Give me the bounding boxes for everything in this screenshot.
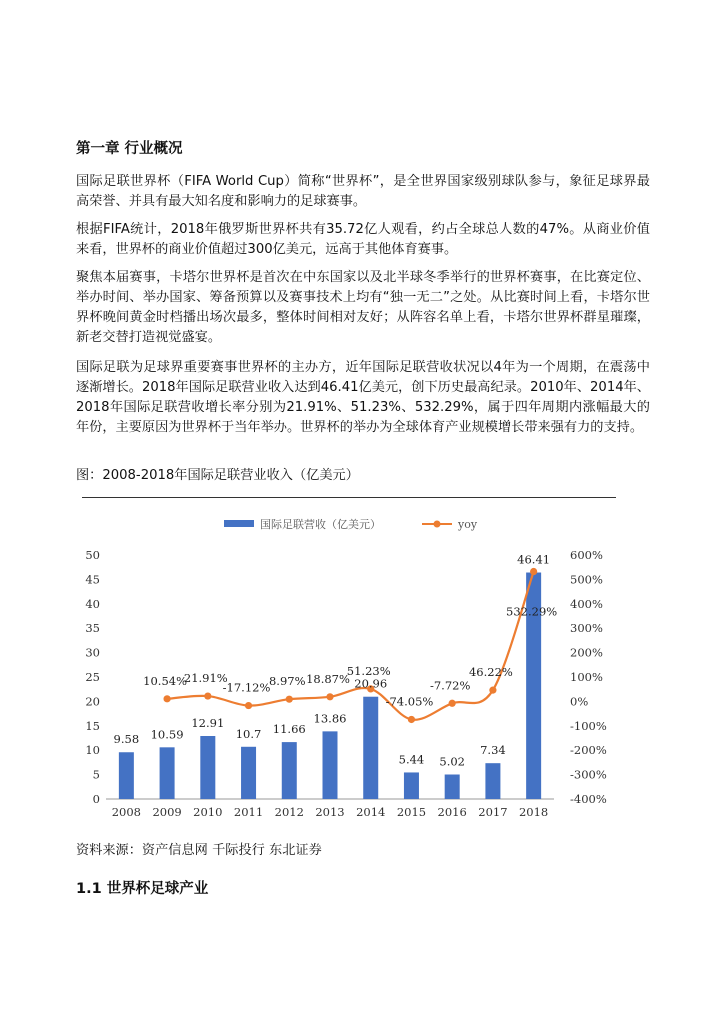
revenue-bar [485,763,500,799]
yoy-value-label: 21.91% [183,671,228,686]
yoy-point [286,696,293,703]
yoy-value-label: 18.87% [306,671,350,686]
right-axis-tick-label: 300% [570,621,603,636]
yoy-line-series [163,568,537,726]
revenue-bar [119,752,134,799]
bar-value-label: 13.86 [313,711,347,726]
yoy-value-label: 532.29% [506,604,558,619]
left-axis-tick-label: 30 [85,645,100,660]
x-axis-tick-label: 2018 [518,805,549,819]
chart-legend [224,517,478,531]
right-axis-tick-label: 400% [570,596,603,611]
yoy-value-label: -17.12% [222,680,271,695]
x-axis-tick-label: 2013 [315,805,345,819]
yoy-point [163,695,170,702]
yoy-point [408,716,415,723]
revenue-bar [363,697,378,799]
left-axis-tick-label: 25 [85,670,100,684]
yoy-line [167,572,534,720]
right-axis-tick-label: 0% [570,694,589,709]
left-axis-tick-label: 10 [85,743,100,758]
paragraph: 聚焦本届赛事，卡塔尔世界杯是首次在中东国家以及北半球冬季举行的世界杯赛事，在比赛定位、举办时间、举办国家、筹备预算以及赛事技术上均有“独一无二”之处。从比赛时间上看，卡塔尔世界杯晚间黄金时档播出场次最多，整体时间相对友好；从阵容名单上看，卡塔尔世界杯群星璀璨，新老交替打造视觉盛宴。 [76,270,650,345]
figure-caption: 图：2008-2018年国际足联营业收入（亿美元） [76,468,359,483]
right-axis-tick-label: 500% [570,572,603,587]
right-axis-tick-label: 200% [570,645,603,660]
left-axis-tick-label: 45 [85,572,100,587]
bar-value-label: 11.66 [272,722,306,737]
x-axis-tick-label: 2016 [437,805,467,819]
right-axis-tick-label: 600% [570,548,603,562]
bar-value-label: 12.91 [191,715,225,730]
left-axis-tick-label: 35 [85,621,100,636]
revenue-bar [323,731,338,799]
right-axis-tick-label: -200% [570,743,607,758]
x-axis-tick-label: 2008 [111,805,142,819]
bar-value-label: 7.34 [480,743,506,758]
bar-value-label: 10.59 [150,727,184,742]
right-axis-tick-label: -100% [570,718,607,733]
revenue-bar [241,747,256,799]
paragraph: 国际足联世界杯（FIFA World Cup）简称“世界杯”，是全世界国家级别球队参与，象征足球界最高荣誉、并具有最大知名度和影响力的足球赛事。 [76,174,650,209]
revenue-chart [80,505,620,825]
yoy-point [326,693,333,700]
left-axis-tick-label: 0 [92,792,100,806]
x-axis-tick-label: 2011 [233,805,264,819]
paragraph: 根据FIFA统计，2018年俄罗斯世界杯共有35.72亿人观看，约占全球总人数的47%。从商业价值来看，世界杯的商业价值超过300亿美元，远高于其他体育赛事。 [76,222,650,257]
left-axis-tick-label: 40 [85,596,100,611]
left-axis-tick-label: 20 [85,694,100,709]
bar-value-label: 9.58 [113,732,140,747]
left-axis-tick-label: 50 [85,548,100,562]
x-axis-tick-label: 2012 [274,805,304,819]
x-axis-tick-label: 2010 [193,805,223,819]
right-axis-tick-label: -300% [570,767,607,782]
bar-value-label: 10.7 [235,726,262,741]
legend-swatch-revenue [224,520,254,527]
x-axis-tick-label: 2015 [396,805,427,819]
legend-label-revenue: 国际足联营收（亿美元） [260,518,381,531]
yoy-value-label: -7.72% [429,678,471,693]
yoy-point [489,687,496,694]
left-axis-tick-label: 5 [92,767,100,782]
left-axis-tick-label: 15 [85,718,100,733]
revenue-bar [160,747,175,799]
yoy-point [449,700,456,707]
revenue-bar [404,772,419,799]
paragraph: 国际足联为足球界重要赛事世界杯的主办方，近年国际足联营收状况以4年为一个周期，在震荡中逐渐增长。2018年国际足联营业收入达到46.41亿美元，创下历史最高纪录。2010年、2014年、2018年国际足联营收增长率分别为21.91%、51.23%、532.29%，属于四年周期内涨幅最大的年份，主要原因为世界杯于当年举办。世界杯的举办为全球体育产业规模增长带来强有力的支持。 [76,360,650,435]
x-axis-tick-label: 2009 [152,805,182,819]
caption-divider [82,497,616,498]
yoy-point [245,702,252,709]
yoy-value-label: 10.54% [143,673,188,688]
bar-value-label: 20.96 [354,676,388,691]
legend-label-yoy: yoy [458,518,478,531]
yoy-value-label: 8.97% [268,674,306,689]
right-axis-tick-label: 100% [570,670,603,684]
bar-value-label: 46.41 [517,552,551,567]
bar-value-label: 5.02 [439,754,465,769]
yoy-value-label: 51.23% [346,663,391,678]
x-axis-tick-label: 2017 [478,805,508,819]
yoy-point [204,692,211,699]
legend-marker-yoy [434,521,441,528]
revenue-bar [282,742,297,799]
right-axis-tick-label: -400% [570,792,607,806]
revenue-bar [445,775,460,799]
bar-value-label: 5.44 [398,752,425,767]
source-note: 资料来源：资产信息网 千际投行 东北证券 [76,843,322,858]
revenue-bar [200,736,215,799]
section-title: 1.1 世界杯足球产业 [76,881,209,897]
yoy-point [530,568,537,575]
x-axis-tick-label: 2014 [356,805,386,819]
chapter-title: 第一章 行业概况 [76,141,183,157]
yoy-value-label: -74.05% [385,694,434,709]
yoy-value-label: 46.22% [468,665,513,680]
